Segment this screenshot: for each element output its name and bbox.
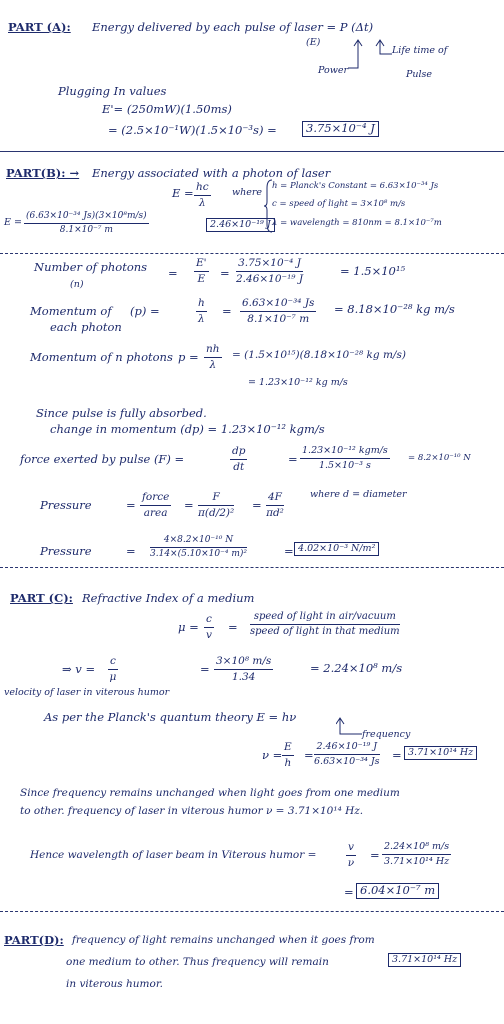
photons-label-2: (n)	[70, 279, 84, 290]
momentum-eq-2: =	[222, 304, 232, 318]
part-b-statement: Energy associated with a photon of laser	[92, 166, 331, 180]
part-a-lifetime-note-2: Pulse	[406, 69, 433, 80]
pressure-calc-fraction	[150, 536, 247, 559]
momentum-n-p: p =	[178, 350, 199, 364]
part-b-label: PART(B): →	[6, 166, 80, 180]
part-d-line-3: in viterous humor.	[66, 978, 164, 990]
momentum-f1-num: h	[196, 298, 207, 312]
momentum-f2-num: 6.63×10⁻³⁴ Js	[240, 298, 316, 312]
planck-statement: As per the Planck's quantum theory E = hν	[44, 710, 297, 724]
part-a-power-note: Power	[318, 65, 349, 76]
wl-f1-den: ν	[347, 856, 355, 869]
nu-fraction-2	[314, 742, 380, 766]
pressure-f3-den: πd²	[266, 506, 284, 519]
mu-f1-den: v	[205, 628, 212, 641]
pressure-calc-den: 3.14×(5.10×10⁻⁴ m)²	[150, 549, 247, 559]
part-a-annotation-arrows	[340, 34, 400, 74]
v-f2-den: 1.34	[231, 670, 256, 683]
pressure-f2-den: π(d/2)²	[198, 506, 235, 519]
pressure-result: 4.02×10⁻³ N/m²	[294, 542, 379, 556]
nu-f1-den: h	[284, 756, 292, 769]
photons-label-1: Number of photons	[34, 260, 148, 274]
wavelength-label: Hence wavelength of laser beam in Viterous humor =	[30, 849, 317, 861]
wl-fraction-2	[382, 842, 451, 866]
photons-fraction-2	[236, 258, 303, 284]
mu-f1-num: c	[204, 614, 214, 628]
momentum-fraction-1	[196, 298, 207, 324]
part-a-step1: E'= (250mW)(1.50ms)	[102, 102, 232, 116]
photons-f2-den: 2.46×10⁻¹⁹ J	[236, 272, 304, 285]
nu-f1-num: E	[282, 742, 294, 756]
divider-line-dashed-3	[0, 911, 504, 912]
pressure-eq-3: =	[252, 498, 262, 512]
part-d-line-2: one medium to other. Thus frequency will remain	[66, 956, 329, 968]
force-fraction-2	[300, 446, 390, 470]
part-b-where: where	[232, 187, 263, 198]
momentum-n-label: Momentum of n photons	[30, 350, 173, 364]
nu-eq-2: =	[304, 748, 314, 762]
force-f1-num: dp	[230, 446, 247, 460]
nu-fraction-1	[282, 742, 294, 768]
since-line-1: Since frequency remains unchanged when light goes from one medium	[20, 787, 400, 799]
momentum-n-fraction	[204, 344, 222, 370]
v-f2-num: 3×10⁸ m/s	[214, 656, 273, 670]
pressure-fraction-1	[140, 492, 171, 518]
photons-f2-num: 3.75×10⁻⁴ J	[236, 258, 303, 272]
mu-f2-num: speed of light in air/vacuum	[250, 612, 400, 625]
momentum-result: = 8.18×10⁻²⁸ kg m/s	[334, 302, 455, 316]
pressure-eq-4: =	[126, 544, 136, 558]
part-c-statement: Refractive Index of a medium	[82, 591, 255, 605]
part-b-def-h: h = Planck's Constant = 6.63×10⁻³⁴ Js	[272, 181, 439, 191]
v-fraction-1	[108, 656, 118, 682]
pressure-eq: =	[126, 498, 136, 512]
mu-f2-den: speed of light in that medium	[250, 626, 400, 637]
part-d-line-1: frequency of light remains unchanged when it goes from	[72, 934, 375, 946]
photons-result: = 1.5×10¹⁵	[340, 264, 406, 278]
momentum-fraction-2	[240, 298, 316, 324]
wl-f1-num: v	[346, 842, 356, 856]
pressure-f1-num: force	[140, 492, 171, 506]
part-c-label: PART (C):	[10, 591, 73, 605]
v-f1-den: μ	[109, 670, 117, 683]
pressure-calc-num: 4×8.2×10⁻¹⁰ N	[150, 536, 247, 548]
absorbed-line-1: Since pulse is fully absorbed.	[36, 406, 207, 420]
part-b-def-c: c = speed of light = 3×10⁸ m/s	[272, 199, 406, 209]
wl-f2-num: 2.24×10⁸ m/s	[382, 842, 451, 855]
mu-fraction-1	[204, 614, 214, 640]
divider-line	[0, 151, 504, 152]
pressure-label-2: Pressure	[40, 544, 92, 558]
force-f2-den: 1.5×10⁻³ s	[318, 459, 371, 471]
part-b-formula-num: hc	[194, 182, 211, 196]
v-eq-2: =	[200, 662, 210, 676]
wl-eq-3: =	[344, 885, 354, 899]
part-a-plugging: Plugging In values	[58, 84, 167, 98]
nu-f2-den: 6.63×10⁻³⁴ Js	[314, 755, 380, 767]
part-a-lifetime-note-1: Life time of	[392, 45, 448, 56]
nu-eq-3: =	[392, 748, 402, 762]
part-b-calc-result: 2.46×10⁻¹⁹ J	[206, 218, 275, 232]
pressure-label: Pressure	[40, 498, 92, 512]
pressure-eq-5: =	[284, 544, 294, 558]
force-result: = 8.2×10⁻¹⁰ N	[408, 453, 471, 463]
force-fraction-1	[230, 446, 247, 472]
divider-line-dashed	[0, 253, 504, 254]
photons-f1-den: E	[197, 272, 206, 285]
pressure-where: where d = diameter	[310, 489, 407, 500]
force-f1-den: dt	[233, 460, 245, 473]
wl-fraction-1	[346, 842, 356, 868]
wl-eq-2: =	[370, 848, 380, 862]
part-b-calc-lhs: E =	[4, 217, 22, 228]
part-b-formula-den: λ	[199, 196, 206, 209]
nu-result: 3.71×10¹⁴ Hz	[404, 746, 477, 760]
v-f1-num: c	[108, 656, 118, 670]
momentum-n-result: = 1.23×10⁻¹² kg m/s	[248, 377, 348, 388]
frequency-arrow	[336, 716, 364, 738]
mu-eq: μ =	[178, 620, 199, 634]
momentum-n-den: λ	[209, 358, 217, 371]
part-b-calc-fraction	[24, 212, 149, 235]
mu-fraction-2	[250, 612, 400, 637]
nu-lhs: ν =	[262, 748, 283, 762]
divider-line-dashed-2	[0, 567, 504, 568]
force-f2-num: 1.23×10⁻¹² kgm/s	[300, 446, 390, 459]
momentum-f1-den: λ	[198, 312, 205, 325]
wl-f2-den: 3.71×10¹⁴ Hz	[383, 855, 450, 867]
velocity-note: velocity of laser in viterous humor	[4, 687, 170, 698]
part-d-result: 3.71×10¹⁴ Hz	[388, 953, 461, 967]
photons-eq: =	[168, 266, 178, 280]
photons-eq-2: =	[220, 266, 230, 280]
frequency-note: frequency	[362, 729, 411, 740]
part-b-formula-fraction	[194, 182, 211, 208]
force-label: force exerted by pulse (F) =	[20, 452, 185, 466]
pressure-f2-num: F	[198, 492, 234, 506]
pressure-fraction-2	[198, 492, 234, 518]
part-d-label: PART(D):	[4, 933, 64, 947]
v-result: = 2.24×10⁸ m/s	[310, 661, 403, 675]
part-a-step2: = (2.5×10⁻¹W)(1.5×10⁻³s) =	[108, 123, 277, 137]
v-lhs: ⇒ v =	[62, 662, 96, 676]
mu-eq-2: =	[228, 620, 238, 634]
photons-f1-num: E'	[194, 258, 209, 272]
pressure-f3-num: 4F	[266, 492, 284, 506]
absorbed-line-2: change in momentum (dp) = 1.23×10⁻¹² kgm/s	[50, 422, 325, 436]
part-a-e-mark: (E)	[306, 37, 321, 48]
momentum-f2-den: 8.1×10⁻⁷ m	[247, 312, 310, 325]
nu-f2-num: 2.46×10⁻¹⁹ J	[314, 742, 380, 755]
part-b-def-lambda: λ = wavelength = 810nm = 8.1×10⁻⁷m	[272, 218, 442, 228]
photons-fraction-1	[194, 258, 209, 284]
force-eq-2: =	[288, 452, 298, 466]
part-a-label: PART (A):	[8, 20, 71, 34]
momentum-p: (p) =	[130, 304, 160, 318]
wl-result: 6.04×10⁻⁷ m	[356, 883, 439, 899]
part-b-calc-num: (6.63×10⁻³⁴ Js)(3×10⁸m/s)	[24, 212, 149, 224]
part-a-result: 3.75×10⁻⁴ J	[302, 121, 379, 137]
since-line-2: to other. frequency of laser in viterous humor ν = 3.71×10¹⁴ Hz.	[20, 805, 364, 817]
momentum-label-2: each photon	[50, 320, 122, 334]
part-a-statement: Energy delivered by each pulse of laser = P (Δt)	[92, 20, 374, 34]
part-b-calc-den: 8.1×10⁻⁷ m	[59, 225, 113, 235]
pressure-fraction-3	[266, 492, 284, 518]
pressure-eq-2: =	[184, 498, 194, 512]
momentum-label-1: Momentum of	[30, 304, 112, 318]
v-fraction-2	[214, 656, 273, 682]
momentum-n-num: nh	[204, 344, 222, 358]
part-b-formula-lhs: E =	[172, 186, 194, 200]
momentum-n-calc: = (1.5×10¹⁵)(8.18×10⁻²⁸ kg m/s)	[232, 349, 406, 361]
pressure-f1-den: area	[143, 506, 168, 519]
